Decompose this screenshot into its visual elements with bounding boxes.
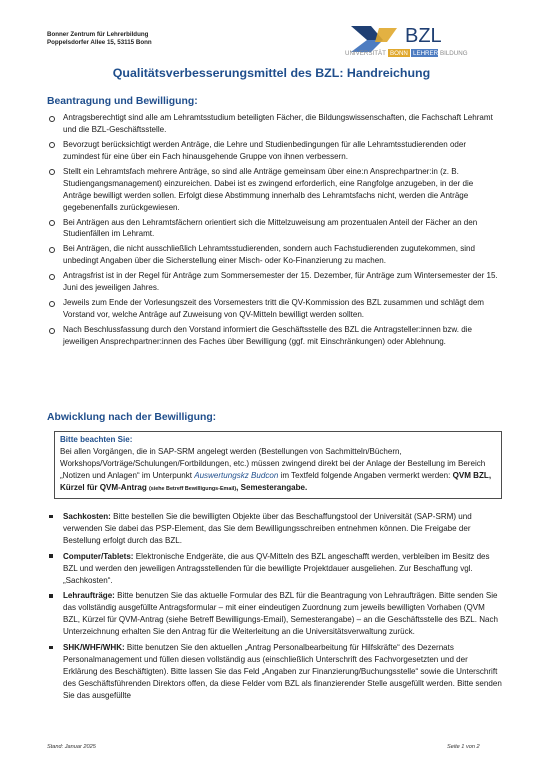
list-item: Stellt ein Lehramtsfach mehrere Anträge, so sind alle Anträge gemeinsam über eine:n Ansprechpartner:in (z. B. Studiengangsmanagement) einzureichen. Dabei ist es zwingend erforderlich, eine Rangfolge anzugeben, in der die Anträge bewilligt werden sollen. Erfolgt diese Abstimmung innerhalb des Lehramtsfachs nicht, werden die Anträge gegebenenfalls zurückgewiesen. <box>47 166 503 214</box>
list-item: Antragsberechtigt sind alle am Lehramtsstudium beteiligten Fächer, die Bildungswissenschaften, die Fachschaft Lehramt und die BZL-Geschäftsstelle. <box>47 112 503 136</box>
footer-page-number: Seite 1 von 2 <box>447 744 480 750</box>
list-item <box>47 511 503 547</box>
application-list <box>47 112 503 351</box>
notice-text <box>60 446 496 495</box>
notice-link-budcon: Auswertungskz Budcon <box>194 471 279 480</box>
section-heading-processing: Abwicklung nach der Bewilligung: <box>47 412 217 423</box>
document-title: Qualitätsverbesserungsmittel des BZL: Handreichung <box>112 66 431 80</box>
bzl-logo <box>345 22 505 58</box>
list-item: Antragsfrist ist in der Regel für Anträge zum Sommersemester der 15. Dezember, für Anträge zum Wintersemester der 15. Juni des jeweiligen Jahres. <box>47 270 503 294</box>
item-label: SHK/WHF/WHK: <box>63 643 125 653</box>
org-street: Poppelsdorfer Allee 15, 53115 Bonn <box>47 39 152 46</box>
notice-bold-part2: , Semesterangabe. <box>236 483 308 492</box>
list-item: Bei Anträgen aus den Lehramtsfächern orientiert sich die Mittelzuweisung am prozentualen Anteil der Fächer an den Studienfällen im Lehramt. <box>47 217 503 241</box>
processing-list <box>47 511 503 706</box>
logo-bildung: BILDUNG <box>440 50 468 57</box>
item-label: Lehraufträge: <box>63 591 115 601</box>
notice-bold-part1: QVM BZL, Kürzel für QVM-Antrag <box>60 471 492 492</box>
organization-address <box>47 31 152 47</box>
item-label: Sachkosten: <box>63 512 111 521</box>
list-item: Bevorzugt berücksichtigt werden Anträge, die Lehre und Studienbedingungen für alle Lehramtsstudierenden oder zumindest für eine über ein Fach hinausgehende Gruppe von ihnen verbessern. <box>47 139 503 163</box>
logo-bonn: BONN <box>390 50 408 57</box>
logo-mark: BZL <box>405 25 442 47</box>
notice-small-note: (siehe Betreff Bewilligungs-Email) <box>148 486 237 492</box>
logo-universitaet: UNIVERSITÄT <box>345 50 386 57</box>
org-name: Bonner Zentrum für Lehrerbildung <box>47 31 149 38</box>
item-label: Computer/Tablets: <box>63 551 134 561</box>
notice-text-part2: im Textfeld folgende Angaben vermerkt werden: <box>278 471 453 480</box>
item-text: Bitte benutzen Sie das aktuelle Formular des BZL für die Beantragung von Lehraufträgen. Bitte senden Sie das vollständig ausgefüllte Antragsformular – mit einer eindeutigen Zuordnung zum jeweils bewilligten Vorhaben (QVM BZL, Kürzel für QVM-Antrag (siehe Betreff Bewilligungs-Email), Semesterangabe) – an die Geschäftsstelle des BZL. Nach Unterzeichnung erhalten Sie den Antrag für die Weiterleitung an die Universitätsverwaltung zurück. <box>63 591 499 637</box>
notice-title: Bitte beachten Sie: <box>60 435 133 444</box>
section-heading-application: Beantragung und Bewilligung: <box>47 96 198 107</box>
list-item <box>47 642 503 702</box>
list-item <box>47 551 503 587</box>
item-text: Elektronische Endgeräte, die aus QV-Mitteln des BZL angeschafft werden, verbleiben im Besitz des BZL und werden den jeweiligen Antragsstellenden für die bewilligte Projektdauer ausgeliehen. Zur Beschaffung vgl. „Sachkosten“. <box>63 551 490 585</box>
list-item: Jeweils zum Ende der Vorlesungszeit des Vorsemesters tritt die QV-Kommission des BZL zusammen und schlägt dem Vorstand vor, welche Anträge auf Zuweisung von QV-Mitteln bewilligt werden sollten. <box>47 297 503 321</box>
footer-date: Stand: Januar 2025 <box>47 744 96 750</box>
notice-box <box>54 431 502 499</box>
item-text: Bitte bestellen Sie die bewilligten Objekte über das Beschaffungstool der Universität (SAP-SRM) und verwenden Sie dabei das PSP-Element, das Sie dem Bewilligungsschreiben entnehmen können. Die Freigabe der Bestellung erfolgt durch das BZL. <box>63 512 472 545</box>
item-text: Bitte benutzen Sie den aktuellen „Antrag Personalbearbeitung für Hilfskräfte“ des Dezernats Personalmanagement und füllen diesen vollständig aus (einschließlich Unterschrift des Fachvorgesetzten und der Erklärung des Beschäftigten). Bitte lassen Sie das Feld „Angaben zur Finanzierung/Buchungsstelle“ sowie die Unterschrift des Geschäftsführenden Direktors offen, da diese Felder vom BZL als finanzierender Stelle ausgefüllt werden. Bitte senden Sie das ausgefüllte <box>63 643 502 700</box>
list-item <box>47 590 503 638</box>
notice-text-part1: Bei allen Vorgängen, die in SAP-SRM angelegt werden (Bestellungen von Sachmitteln/Büchern, Workshops/Vorträge/Schulungen/Fortbildungen, etc.) müssen zwingend direkt bei der Anlage der Bestellung im Bereich „Notizen und Anlagen“ im Unterpunkt <box>60 447 486 480</box>
logo-lehrer: LEHRER <box>413 50 439 57</box>
list-item: Nach Beschlussfassung durch den Vorstand informiert die Geschäftsstelle des BZL die Antragsteller:innen bzw. die jeweiligen Ansprechpartner:innen des Faches über Bewilligung (ggf. mit Einschränkungen) oder Ablehnung. <box>47 324 503 348</box>
list-item: Bei Anträgen, die nicht ausschließlich Lehramtsstudierenden, sondern auch Fachstudierenden zugutekommen, sind unbedingt Angaben über die Sicherstellung einer Misch- oder Ko-Finanzierung zu machen. <box>47 243 503 267</box>
